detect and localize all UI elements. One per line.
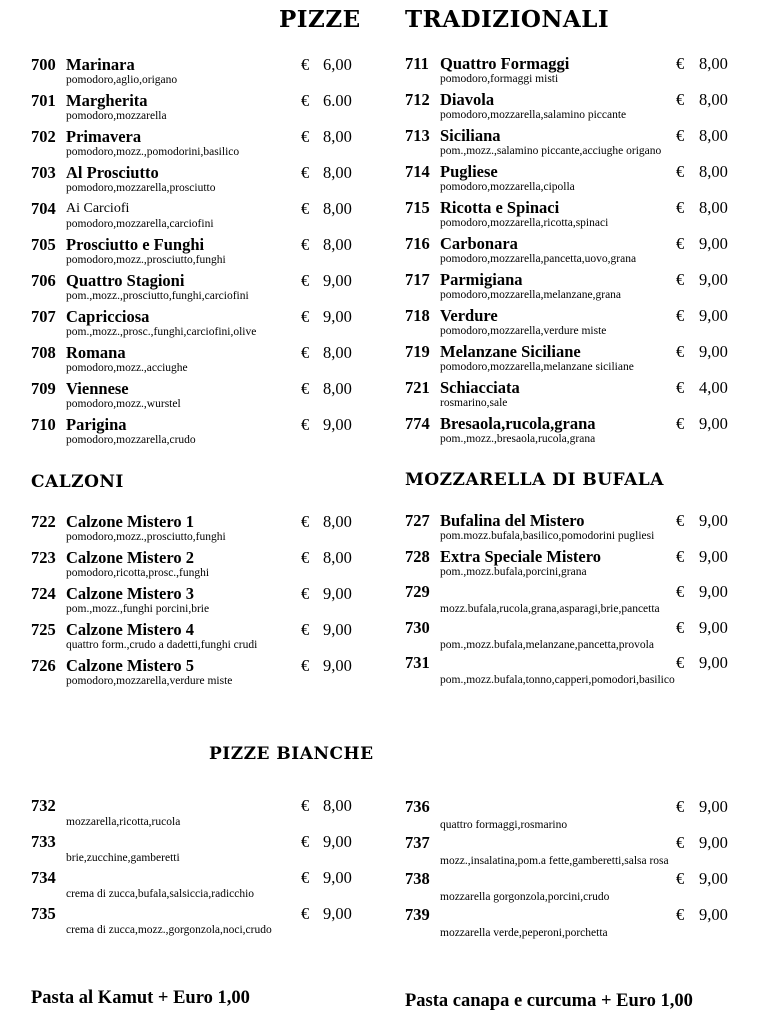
item-description: mozz.,insalatina,pom.a fette,gamberetti,salsa rosa — [440, 855, 669, 867]
item-price: 6,00 — [323, 55, 352, 74]
item-currency: € — [676, 306, 685, 325]
item-number: 725 — [31, 620, 56, 639]
item-number: 724 — [31, 584, 56, 603]
menu-item — [405, 511, 745, 547]
item-currency: € — [301, 235, 310, 254]
item-price: 8,00 — [699, 126, 728, 145]
item-currency: € — [301, 832, 310, 851]
item-description: pomodoro,mozzarella,prosciutto — [66, 182, 216, 194]
item-description: pom.,mozz.,funghi porcini,brie — [66, 603, 210, 615]
item-description: pomodoro,mozzarella,pancetta,uovo,grana — [440, 253, 637, 265]
item-price: 9,00 — [699, 234, 728, 253]
item-currency: € — [676, 90, 685, 109]
header-tradizionali: TRADIZIONALI — [405, 6, 610, 33]
item-description: pom.mozz.bufala,basilico,pomodorini pugliesi — [440, 530, 655, 542]
footer-pasta-canapa: Pasta canapa e curcuma + Euro 1,00 — [405, 991, 693, 1011]
item-currency: € — [676, 270, 685, 289]
header-pizze-bianche: PIZZE BIANCHE — [209, 744, 374, 764]
menu-item — [405, 198, 745, 234]
item-description: pom.,mozz.,salamino piccante,acciughe origano — [440, 145, 662, 157]
item-price: 9,00 — [323, 584, 352, 603]
item-description: pomodoro,mozzarella,ricotta,spinaci — [440, 217, 609, 229]
item-currency: € — [676, 414, 685, 433]
menu-item — [405, 582, 745, 618]
item-number: 728 — [405, 546, 430, 566]
item-currency: € — [676, 617, 685, 637]
item-name: Parmigiana — [440, 270, 523, 289]
item-number: 722 — [31, 512, 56, 531]
item-price: 9,00 — [699, 653, 728, 672]
item-description: mozz.bufala,rucola,grana,asparagi,brie,pancetta — [440, 603, 660, 615]
item-price: 9,00 — [323, 415, 352, 434]
item-name: Viennese — [66, 379, 129, 398]
item-description: pomodoro,mozzarella,verdure miste — [440, 325, 607, 337]
item-price: 9,00 — [323, 904, 352, 923]
item-number: 727 — [405, 511, 430, 530]
item-description: mozzarella verde,peperoni,porchetta — [440, 927, 608, 939]
item-name: Romana — [66, 343, 126, 362]
menu-item — [405, 653, 745, 689]
item-description: pomodoro,mozzarella,salamino piccante — [440, 109, 627, 121]
item-description: pomodoro,mozz.,prosciutto,funghi — [66, 254, 226, 266]
item-number: 712 — [405, 90, 430, 109]
item-currency: € — [676, 234, 685, 253]
menu-item — [31, 343, 371, 379]
item-name: Siciliana — [440, 126, 501, 145]
item-description: quattro formaggi,rosmarino — [440, 819, 568, 831]
item-price: 4,00 — [699, 378, 728, 397]
item-currency: € — [676, 54, 685, 73]
item-description: pomodoro,mozz.,prosciutto,funghi — [66, 531, 226, 543]
menu-item — [405, 342, 745, 378]
item-currency: € — [301, 307, 310, 326]
item-currency: € — [676, 582, 685, 601]
item-currency: € — [676, 653, 685, 672]
menu-item — [31, 127, 371, 163]
item-price: 8,00 — [699, 90, 728, 109]
item-number: 734 — [31, 868, 56, 887]
item-price: 9,00 — [699, 342, 728, 361]
item-description: pomodoro,mozzarella,cipolla — [440, 181, 575, 193]
item-number: 700 — [31, 55, 56, 74]
item-number: 726 — [31, 656, 56, 675]
menu-item — [405, 126, 745, 162]
item-currency: € — [676, 378, 685, 397]
item-currency: € — [301, 343, 310, 362]
menu-item — [31, 91, 371, 127]
menu-item — [31, 307, 371, 343]
item-price: 9,00 — [699, 414, 728, 433]
item-number: 735 — [31, 904, 56, 923]
item-name: Pugliese — [440, 162, 498, 181]
item-price: 9,00 — [699, 905, 728, 924]
item-name: Extra Speciale Mistero — [440, 546, 601, 566]
item-description: pomodoro,formaggi misti — [440, 73, 559, 85]
item-currency: € — [301, 199, 310, 218]
item-description: pomodoro,mozzarella — [66, 110, 167, 122]
header-calzoni: CALZONI — [31, 472, 124, 492]
item-number: 708 — [31, 343, 56, 362]
menu-item — [31, 904, 371, 940]
menu-item — [31, 868, 371, 904]
item-number: 705 — [31, 235, 56, 254]
item-price: 9,00 — [699, 833, 728, 852]
menu-item — [31, 271, 371, 307]
item-name: Carbonara — [440, 234, 518, 253]
item-name: Marinara — [66, 55, 135, 74]
item-number: 706 — [31, 271, 56, 290]
item-number: 716 — [405, 234, 430, 253]
item-price: 9,00 — [323, 307, 352, 326]
item-name: Parigina — [66, 415, 127, 434]
item-currency: € — [301, 904, 310, 923]
menu-item — [31, 379, 371, 415]
item-name: Calzone Mistero 3 — [66, 584, 194, 603]
item-price: 8,00 — [323, 127, 352, 146]
item-number: 707 — [31, 307, 56, 326]
item-description: mozzarella,ricotta,rucola — [66, 816, 181, 828]
item-currency: € — [301, 656, 310, 675]
item-number: 714 — [405, 162, 430, 181]
item-description: pom.,mozz.bufala,melanzane,pancetta,provola — [440, 638, 654, 651]
menu-item — [405, 414, 745, 450]
item-currency: € — [676, 162, 685, 181]
item-description: pom.,mozz.,bresaola,rucola,grana — [440, 433, 596, 445]
menu-item — [31, 163, 371, 199]
menu-item — [405, 270, 745, 306]
item-price: 6.00 — [323, 91, 352, 110]
item-number: 710 — [31, 415, 56, 434]
menu-item — [405, 618, 745, 654]
item-number: 709 — [31, 379, 56, 398]
item-currency: € — [301, 584, 310, 603]
item-currency: € — [301, 91, 310, 110]
menu-item — [31, 548, 371, 584]
item-number: 732 — [31, 796, 56, 815]
item-number: 731 — [405, 653, 430, 672]
menu-item — [31, 796, 371, 832]
item-price: 8,00 — [699, 162, 728, 181]
item-number: 719 — [405, 342, 430, 361]
item-number: 737 — [405, 833, 430, 852]
item-currency: € — [301, 512, 310, 531]
item-price: 9,00 — [323, 832, 352, 851]
menu-item — [405, 869, 745, 905]
menu-item — [31, 620, 371, 656]
item-currency: € — [676, 833, 685, 852]
menu-item — [31, 584, 371, 620]
item-number: 702 — [31, 127, 56, 146]
item-description: pomodoro,mozz.,acciughe — [66, 362, 188, 374]
menu-item — [31, 832, 371, 868]
item-price: 8,00 — [323, 512, 352, 531]
item-currency: € — [301, 620, 310, 639]
item-description: pomodoro,mozz.,wurstel — [66, 398, 181, 410]
item-description: pom.,mozz.,prosciutto,funghi,carciofini — [66, 290, 249, 302]
item-description: pom.,mozz.bufala,porcini,grana — [440, 565, 587, 578]
item-price: 9,00 — [699, 511, 728, 530]
item-name: Bresaola,rucola,grana — [440, 414, 596, 433]
item-name: Calzone Mistero 5 — [66, 656, 194, 675]
item-price: 9,00 — [699, 617, 728, 637]
item-name: Ai Carciofi — [66, 201, 130, 216]
menu-item — [405, 162, 745, 198]
menu-item — [405, 547, 745, 583]
menu-item — [31, 235, 371, 271]
item-number: 723 — [31, 548, 56, 567]
item-currency: € — [301, 271, 310, 290]
menu-item — [405, 833, 745, 869]
item-currency: € — [676, 797, 685, 816]
item-number: 729 — [405, 582, 430, 601]
item-name: Primavera — [66, 127, 142, 146]
item-number: 715 — [405, 198, 430, 217]
item-name: Al Prosciutto — [66, 163, 159, 182]
item-price: 9,00 — [699, 270, 728, 289]
item-currency: € — [301, 127, 310, 146]
menu-item — [405, 306, 745, 342]
item-description: mozzarella gorgonzola,porcini,crudo — [440, 891, 610, 903]
item-price: 8,00 — [699, 198, 728, 217]
item-name: Prosciutto e Funghi — [66, 235, 205, 254]
item-currency: € — [301, 868, 310, 887]
header-pizze: PIZZE — [279, 6, 361, 33]
item-description: pom.,mozz.bufala,tonno,capperi,pomodori,basilico — [440, 674, 675, 686]
item-number: 718 — [405, 306, 430, 325]
item-number: 704 — [31, 199, 56, 218]
item-currency: € — [301, 163, 310, 182]
item-currency: € — [676, 869, 685, 888]
item-price: 9,00 — [323, 271, 352, 290]
item-price: 8,00 — [323, 235, 352, 254]
item-price: 9,00 — [699, 869, 728, 888]
item-price: 8,00 — [323, 199, 352, 218]
item-currency: € — [301, 55, 310, 74]
menu-item — [405, 905, 745, 941]
item-price: 8,00 — [323, 796, 352, 815]
item-currency: € — [676, 198, 685, 217]
item-number: 703 — [31, 163, 56, 182]
item-price: 8,00 — [323, 548, 352, 567]
item-description: crema di zucca,bufala,salsiccia,radicchio — [66, 888, 255, 900]
item-name: Diavola — [440, 90, 495, 109]
item-description: pomodoro,mozzarella,crudo — [66, 434, 196, 446]
item-number: 701 — [31, 91, 56, 110]
item-name: Quattro Stagioni — [66, 271, 185, 290]
menu-item — [31, 656, 371, 692]
item-description: crema di zucca,mozz.,gorgonzola,noci,crudo — [66, 924, 272, 936]
menu-item — [31, 415, 371, 451]
item-description: brie,zucchine,gamberetti — [66, 852, 180, 864]
footer-pasta-kamut: Pasta al Kamut + Euro 1,00 — [31, 988, 250, 1008]
item-number: 717 — [405, 270, 430, 289]
item-currency: € — [301, 379, 310, 398]
item-name: Margherita — [66, 91, 148, 110]
item-currency: € — [676, 126, 685, 145]
menu-item — [31, 55, 371, 91]
menu-item — [405, 54, 745, 90]
item-description: quattro form.,crudo a dadetti,funghi crudi — [66, 639, 258, 651]
item-name: Verdure — [440, 306, 498, 325]
item-description: pomodoro,mozzarella,melanzane siciliane — [440, 361, 634, 373]
item-name: Melanzane Siciliane — [440, 342, 581, 361]
item-description: pom.,mozz.,prosc.,funghi,carciofini,olive — [66, 326, 257, 338]
item-currency: € — [676, 342, 685, 361]
header-mozzarella-di-bufala: MOZZARELLA DI BUFALA — [405, 470, 664, 490]
item-price: 9,00 — [323, 620, 352, 639]
item-number: 738 — [405, 869, 430, 888]
item-number: 713 — [405, 126, 430, 145]
item-description: pomodoro,aglio,origano — [66, 74, 178, 86]
item-name: Quattro Formaggi — [440, 54, 570, 73]
item-price: 8,00 — [323, 379, 352, 398]
item-number: 721 — [405, 378, 430, 397]
menu-item — [405, 234, 745, 270]
item-price: 8,00 — [323, 163, 352, 182]
item-number: 736 — [405, 797, 430, 816]
item-number: 730 — [405, 617, 430, 637]
item-price: 9,00 — [323, 656, 352, 675]
item-number: 711 — [405, 54, 429, 73]
menu-item — [405, 378, 745, 414]
item-price: 9,00 — [699, 797, 728, 816]
item-currency: € — [301, 796, 310, 815]
item-description: rosmarino,sale — [440, 397, 508, 409]
item-number: 774 — [405, 414, 430, 433]
item-name: Bufalina del Mistero — [440, 511, 585, 530]
item-name: Calzone Mistero 2 — [66, 548, 194, 567]
menu-item — [31, 199, 371, 235]
item-currency: € — [676, 546, 685, 566]
item-number: 733 — [31, 832, 56, 851]
menu-item — [31, 512, 371, 548]
item-description: pomodoro,ricotta,prosc.,funghi — [66, 567, 210, 579]
item-description: pomodoro,mozzarella,carciofini — [66, 218, 214, 230]
item-price: 9,00 — [699, 546, 728, 566]
item-name: Schiacciata — [440, 378, 520, 397]
item-name: Capricciosa — [66, 307, 150, 326]
item-description: pomodoro,mozzarella,melanzane,grana — [440, 289, 622, 301]
item-currency: € — [301, 548, 310, 567]
item-name: Calzone Mistero 4 — [66, 620, 194, 639]
item-description: pomodoro,mozz.,pomodorini,basilico — [66, 146, 240, 158]
item-price: 9,00 — [323, 868, 352, 887]
menu-item — [405, 90, 745, 126]
item-currency: € — [301, 415, 310, 434]
item-currency: € — [676, 511, 685, 530]
item-price: 9,00 — [699, 306, 728, 325]
item-description: pomodoro,mozzarella,verdure miste — [66, 675, 233, 687]
menu-item — [405, 797, 745, 833]
item-currency: € — [676, 905, 685, 924]
item-name: Calzone Mistero 1 — [66, 512, 194, 531]
item-number: 739 — [405, 905, 430, 924]
item-price: 8,00 — [323, 343, 352, 362]
item-price: 8,00 — [699, 54, 728, 73]
item-price: 9,00 — [699, 582, 728, 601]
item-name: Ricotta e Spinaci — [440, 198, 560, 217]
